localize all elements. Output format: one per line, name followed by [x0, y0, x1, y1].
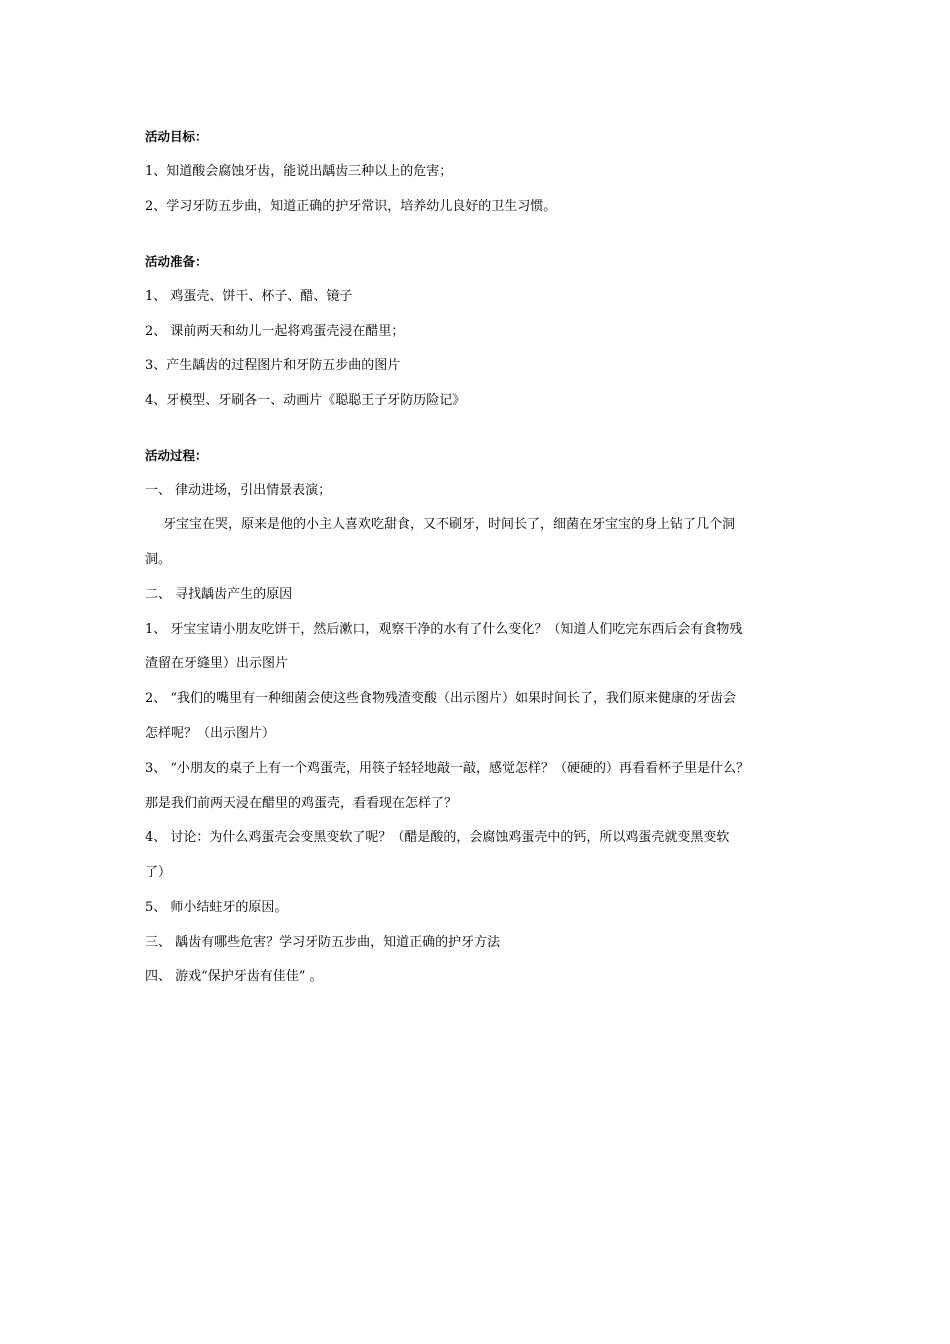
- preparation-item-1: 1、 鸡蛋壳、饼干、杯子、醋、镜子: [145, 289, 353, 304]
- goals-item-2: 2、学习牙防五步曲，知道正确的护牙常识，培养幼儿良好的卫生习惯。: [145, 199, 557, 214]
- process-line: 三、 龋齿有哪些危害？学习牙防五步曲，知道正确的护牙方法: [145, 935, 501, 950]
- preparation-item-3: 3、产生龋齿的过程图片和牙防五步曲的图片: [145, 358, 401, 373]
- process-line: 1、 牙宝宝请小朋友吃饼干，然后漱口，观察干净的水有了什么变化？（知道人们吃完东西后会有食物残: [145, 622, 743, 637]
- goals-heading: 活动目标：: [145, 129, 208, 144]
- process-line: 一、 律动进场，引出情景表演；: [145, 483, 332, 498]
- process-line: 2、 “我们的嘴里有一种细菌会使这些食物残渣变酸（出示图片）如果时间长了，我们原来健康的牙齿会: [145, 691, 737, 706]
- process-line: 牙宝宝在哭，原来是他的小主人喜欢吃甜食，又不刷牙，时间长了，细菌在牙宝宝的身上钻了几个洞: [163, 517, 736, 532]
- preparation-item-2: 2、 课前两天和幼儿一起将鸡蛋壳浸在醋里；: [145, 324, 405, 339]
- preparation-item-4: 4、牙模型、牙刷各一、动画片《聪聪王子牙防历险记》: [145, 393, 466, 408]
- process-line: 了）: [145, 865, 172, 880]
- process-heading: 活动过程：: [145, 448, 208, 463]
- goals-item-1: 1、知道酸会腐蚀牙齿，能说出龋齿三种以上的危害；: [145, 164, 453, 179]
- process-line: 四、 游戏“保护牙齿有佳佳” 。: [145, 969, 323, 984]
- process-line: 3、 “小朋友的桌子上有一个鸡蛋壳，用筷子轻轻地敲一敲，感觉怎样？（硬硬的）再看看杯子里是什么？: [145, 761, 750, 776]
- process-line: 洞。: [145, 552, 172, 567]
- process-line: 那是我们前两天浸在醋里的鸡蛋壳，看看现在怎样了？: [145, 796, 458, 811]
- preparation-heading: 活动准备：: [145, 254, 208, 269]
- process-line: 4、 讨论：为什么鸡蛋壳会变黑变软了呢？（醋是酸的，会腐蚀鸡蛋壳中的钙，所以鸡蛋壳就变黑变软: [145, 830, 730, 845]
- process-line: 二、 寻找龋齿产生的原因: [145, 587, 293, 602]
- process-line: 怎样呢？（出示图片）: [145, 726, 276, 741]
- process-line: 渣留在牙缝里）出示图片: [145, 656, 289, 671]
- process-line: 5、 师小结蛀牙的原因。: [145, 900, 288, 915]
